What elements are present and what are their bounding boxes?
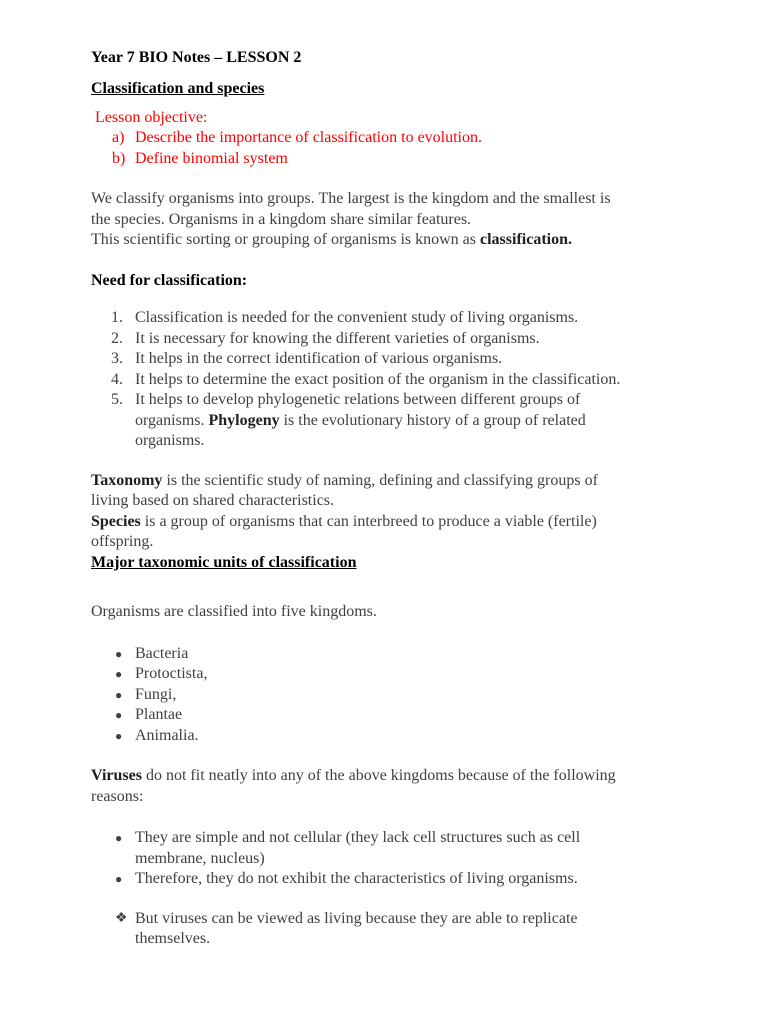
objective-list [91,128,691,169]
kingdom-name: Bacteria [135,644,189,662]
list-item [91,349,691,370]
list-number: 5. [111,391,123,408]
list-item: ● Bacteria [115,644,189,662]
intro-line [91,230,691,251]
list-number: 3. [111,350,123,367]
virus-reasons-list [91,828,691,890]
reason-text: membrane, nucleus) [135,849,265,867]
objective-item [91,149,691,170]
term-classification: classification. [480,231,572,248]
objective-label: Lesson objective: [95,108,208,126]
section-heading-classification: Classification and species [91,80,265,97]
list-item [91,370,691,391]
kingdom-name: Animalia. [135,726,199,744]
taxonomy-line [91,471,691,492]
list-item [91,308,691,329]
term-taxonomy: Taxonomy [91,471,163,489]
objective-text: Define binomial system [135,149,288,167]
reason-text: They are simple and not cellular (they lack cell structures such as cell [135,829,581,846]
objective-item [91,128,691,149]
species-line [91,512,691,533]
taxonomy-text: is the scientific study of naming, defining and classifying groups of [162,471,598,489]
taxonomy-paragraph [91,471,691,553]
list-item: ● Therefore, they do not exhibit the characteristics of living organisms. [115,870,578,887]
taxonomy-line: living based on shared characteristics. [91,492,335,509]
viruses-text: do not fit neatly into any of the above kingdoms because of the following [141,767,616,784]
list-item: ● They are simple and not cellular (they lack cell structures such as cell membrane, nucleus) [115,829,581,867]
viruses-paragraph [91,766,691,807]
virus-note-list [91,909,691,950]
list-item [91,909,691,950]
list-number: 4. [111,370,123,388]
list-item: ● Plantae [115,706,183,723]
kingdoms-intro: Organisms are classified into five kingdoms. [91,603,377,620]
list-number: 2. [111,329,123,347]
list-text: It helps to develop phylogenetic relations between different groups of [135,391,581,408]
document-page [91,48,691,950]
list-text: organisms. [135,411,209,429]
list-text: It helps in the correct identification of various organisms. [135,350,503,367]
note-text: themselves. [135,930,211,947]
viruses-line: reasons: [91,787,144,805]
objective-marker: a) [112,129,125,146]
list-text: is the evolutionary history of a group of related [279,411,586,429]
kingdom-name: Fungi, [135,685,177,703]
diamond-star-icon: ❖ [115,910,128,926]
reason-text: Therefore, they do not exhibit the characteristics of living organisms. [135,870,578,887]
species-text: is a group of organisms that can interbreed to produce a viable (fertile) [140,512,597,530]
page-title: Year 7 BIO Notes – LESSON 2 [91,49,302,66]
list-text: Classification is needed for the convenient study of living organisms. [135,309,579,326]
objective-text: Describe the importance of classification to evolution. [135,129,482,146]
need-list [91,308,691,452]
objective-marker: b) [112,149,126,167]
term-viruses: Viruses [91,767,142,784]
intro-text: This scientific sorting or grouping of organisms is known as [91,231,480,248]
intro-line: the species. Organisms in a kingdom share similar features. [91,210,472,228]
kingdom-name: Plantae [135,706,183,723]
list-number: 1. [111,309,123,326]
viruses-line [91,766,691,787]
term-phylogeny: Phylogeny [208,411,280,429]
species-line: offspring. [91,533,154,550]
list-item: ● Animalia. [115,726,199,744]
list-item: ● Fungi, [115,685,177,703]
list-text: organisms. [135,432,205,449]
note-text: But viruses can be viewed as living because they are able to replicate [135,909,578,927]
term-species: Species [91,512,141,530]
lesson-objective-block [91,108,691,170]
need-heading: Need for classification: [91,271,248,289]
list-text: It helps to determine the exact position of the organism in the classification. [135,370,621,388]
list-item: ● Protoctista, [115,665,208,682]
kingdoms-list [91,644,691,747]
list-text: It is necessary for knowing the different varieties of organisms. [135,329,540,347]
list-item [91,390,691,452]
intro-line: We classify organisms into groups. The largest is the kingdom and the smallest is [91,190,611,207]
major-taxonomic-heading: Major taxonomic units of classification [91,553,357,571]
kingdom-name: Protoctista, [135,665,208,682]
list-item [91,329,691,350]
intro-paragraph [91,189,691,251]
